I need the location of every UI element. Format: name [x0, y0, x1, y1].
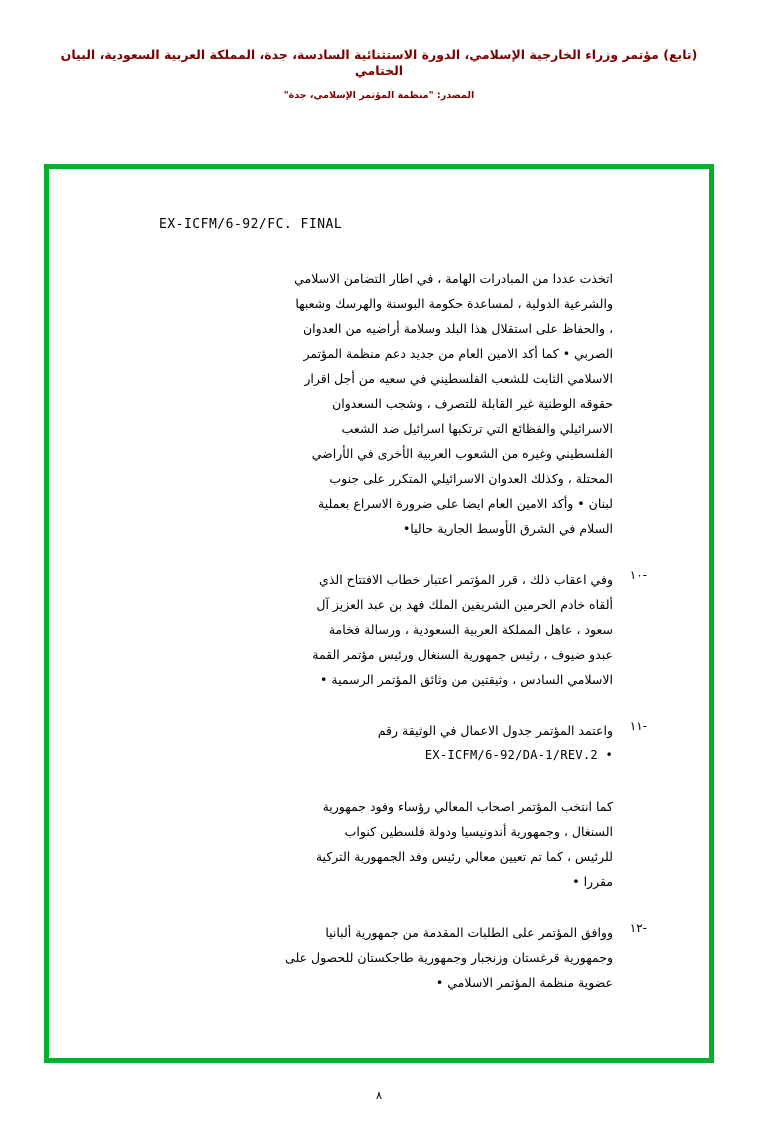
paragraph-list [111, 266, 647, 995]
document-reference: EX-ICFM/6-92/FC. FINAL [159, 217, 343, 232]
text-line: عبدو ضيوف ، رئيس جمهورية السنغال ورئيس مؤتمر القمة [312, 647, 613, 662]
source-line: المصدر: "منظمة المؤتمر الإسلامي، جدة" [283, 89, 475, 101]
text-line: لبنان • وأكد الامين العام ايضا على ضرورة الاسراع بعملية [318, 496, 613, 511]
paragraph-text [111, 718, 613, 768]
text-line: وجمهورية قرغستان وزنجبار وجمهورية طاجكستان للحصول على [285, 950, 613, 965]
paragraph-number: -١٠ [629, 568, 647, 582]
text-line: الصربي • كما أكد الامين العام من جديد دعم منظمة المؤتمر [303, 346, 613, 361]
text-line: الاسرائيلي والفظائع التي ترتكبها اسرائيل ضد الشعب [341, 421, 613, 436]
paragraph-number: -١٢ [629, 921, 647, 935]
text-line: ألقاه خادم الحرمين الشريفين الملك فهد بن عبد العزيز آل [316, 597, 613, 612]
text-line: عضوية منظمة المؤتمر الاسلامي • [435, 975, 613, 990]
text-line: حقوقه الوطنية غير القابلة للتصرف ، وشجب السعدوان [332, 396, 613, 411]
page-number: ٨ [376, 1089, 382, 1102]
content-body [49, 169, 709, 1041]
text-line: اتخذت عددا من المبادرات الهامة ، في اطار التضامن الاسلامي [294, 271, 613, 286]
paragraph-text [111, 266, 613, 541]
paragraph [111, 567, 647, 692]
text-line: سعود ، عاهل المملكة العربية السعودية ، ورسالة فخامة [328, 622, 613, 637]
paragraph-text [111, 794, 613, 894]
paragraph-text [111, 920, 613, 995]
paragraph [111, 920, 647, 995]
paragraph [111, 266, 647, 541]
paragraph [111, 718, 647, 768]
text-line: كما انتخب المؤتمر اصحاب المعالي رؤساء وفود جمهورية [322, 799, 613, 814]
paragraph-number: -١١ [629, 719, 647, 733]
text-line: ووافق المؤتمر على الطلبات المقدمة من جمهورية ألبانيا [325, 925, 613, 940]
paragraph [111, 794, 647, 894]
text-line: للرئيس ، كما تم تعيين معالي رئيس وفد الجمهورية التركية [315, 849, 613, 864]
text-line: واعتمد المؤتمر جدول الاعمال في الوثيقة رقم [377, 723, 613, 738]
paragraph-text [111, 567, 613, 692]
agenda-document-code: EX-ICFM/6-92/DA-1/REV.2 • [424, 748, 613, 762]
page-title: (تابع) مؤتمر وزراء الخارجية الإسلامي، الدورة الاستثنائية السادسة، جدة، المملكة العربية السعودية، البيان الختامي [60, 47, 698, 79]
text-line: الاسلامي الثابت للشعب الفلسطيني في سعيه من أجل اقرار [304, 371, 613, 386]
text-line: والشرعية الدولية ، لمساعدة حكومة البوسنة والهرسك وشعبها [295, 296, 613, 311]
document-page [0, 47, 758, 1125]
text-line: وفي اعقاب ذلك ، قرر المؤتمر اعتبار خطاب الافتتاح الذي [319, 572, 613, 587]
content-frame [44, 164, 714, 1063]
text-line: الاسلامي السادس ، وثيقتين من وثائق المؤتمر الرسمية • [320, 672, 613, 687]
paragraph-number [613, 794, 647, 795]
text-line: السلام في الشرق الأوسط الجارية حاليا• [402, 521, 613, 536]
text-line: السنغال ، وجمهورية أندونيسيا ودولة فلسطين كنواب [344, 824, 613, 839]
text-line: الفلسطيني وغيره من الشعوب العربية الأخرى في الأراضي [311, 446, 613, 461]
text-line: المحتلة ، وكذلك العدوان الاسرائيلي المتكرر على جنوب [329, 471, 613, 486]
text-line: ، والحفاظ على استقلال هذا البلد وسلامة أراضيه من العدوان [302, 321, 613, 336]
paragraph-number [613, 266, 647, 267]
document-header [0, 47, 758, 101]
text-line: مقررا • [572, 874, 613, 889]
